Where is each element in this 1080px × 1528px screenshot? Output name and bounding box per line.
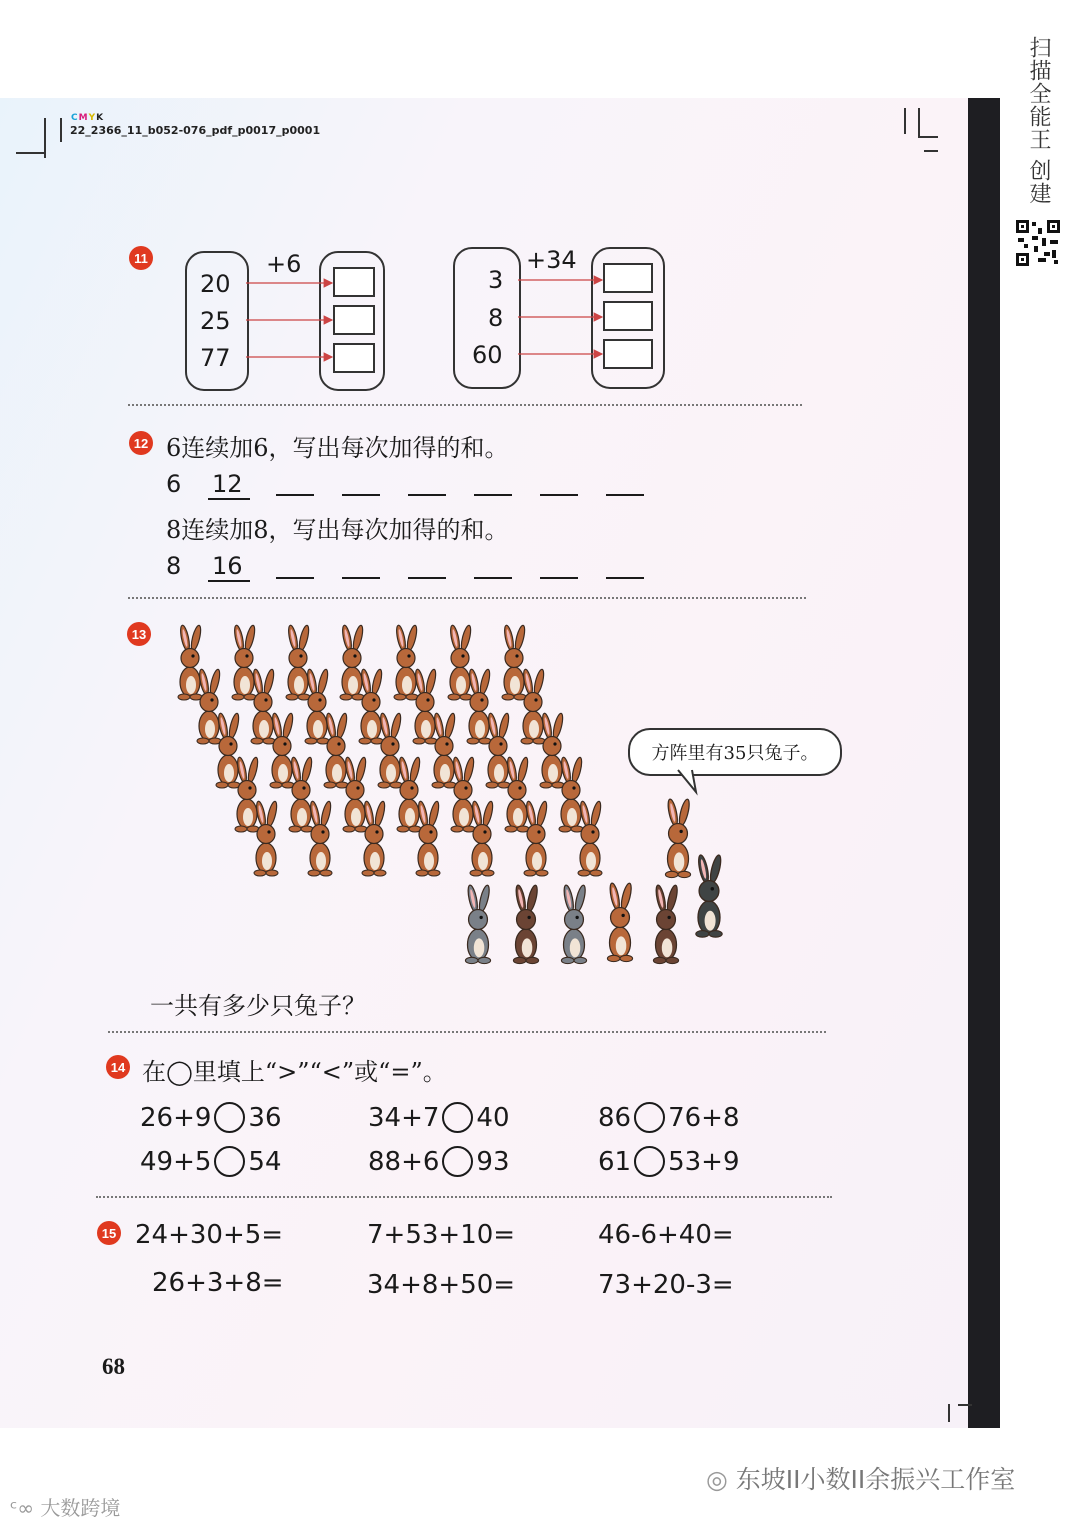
- rabbit-in-array: [451, 757, 476, 832]
- question-number-badge: 15: [97, 1221, 121, 1245]
- input-value: 3: [488, 266, 504, 294]
- rabbit-in-array: [197, 669, 222, 744]
- compare-circle[interactable]: [442, 1146, 473, 1177]
- question-number-badge: 14: [106, 1055, 130, 1079]
- rabbit-extra: [561, 884, 587, 963]
- arithmetic-item: 46-6+40=: [598, 1220, 734, 1250]
- comparison-item: 86 76+8: [598, 1102, 740, 1133]
- rabbit-in-array: [448, 625, 473, 700]
- input-value: 77: [200, 344, 231, 372]
- rabbit-in-array: [270, 713, 295, 788]
- question-number-badge: 13: [127, 622, 151, 646]
- scanner-label: 扫描全能王 创建: [1026, 36, 1051, 205]
- rabbit-extra: [513, 884, 539, 963]
- compare-circle[interactable]: [634, 1146, 665, 1177]
- speech-bubble: [628, 728, 842, 776]
- cmyk-marker: CMYK: [71, 113, 105, 123]
- comparison-item: 34+7 40: [368, 1102, 510, 1133]
- rabbit-in-array: [397, 757, 422, 832]
- rabbit-in-array: [378, 713, 403, 788]
- rabbit-in-array: [251, 669, 276, 744]
- page-number: 68: [102, 1354, 125, 1379]
- bubble-text: 方阵里有35只兔子。: [651, 743, 819, 764]
- operator-label: +6: [266, 250, 302, 278]
- compare-circle[interactable]: [214, 1102, 245, 1133]
- rabbit-in-array: [340, 625, 365, 700]
- rabbit-extra: [653, 884, 679, 963]
- arithmetic-item: 34+8+50=: [367, 1270, 516, 1300]
- rabbit-in-array: [286, 625, 311, 700]
- rabbit-in-array: [467, 669, 492, 744]
- speech-bubble-tail: [676, 768, 700, 796]
- question-text: 6连续加6，写出每次加得的和。: [166, 434, 509, 462]
- brand-logo-icon: ᶜ∞: [10, 1496, 35, 1520]
- comparison-item: 26+9 36: [140, 1102, 282, 1133]
- rabbit-in-array: [416, 801, 441, 876]
- crop-mark: [958, 1404, 972, 1406]
- input-value: 60: [472, 341, 503, 369]
- rabbit-in-array: [559, 757, 584, 832]
- print-code: 22_2366_11_b052-076_pdf_p0017_p0001: [70, 124, 321, 137]
- rabbit-in-array: [343, 757, 368, 832]
- rabbit-extra: [465, 884, 491, 963]
- rabbit-in-array: [178, 625, 203, 700]
- question-text: 一共有多少只兔子？: [150, 992, 366, 1020]
- wechat-icon: ◎: [706, 1465, 728, 1494]
- rabbit-in-array: [235, 757, 260, 832]
- compare-circle[interactable]: [634, 1102, 665, 1133]
- crop-mark: [948, 1404, 950, 1422]
- sequence-start: 8: [166, 552, 182, 580]
- rabbit-in-array: [394, 625, 419, 700]
- operator-label: +34: [526, 246, 577, 274]
- rabbit-in-array: [470, 801, 495, 876]
- comparison-item: 88+6 93: [368, 1146, 510, 1177]
- section-divider: [96, 1196, 832, 1198]
- rabbit-in-array: [432, 713, 457, 788]
- question-number-badge: 12: [129, 431, 153, 455]
- input-value: 25: [200, 307, 231, 335]
- question-text: 8连续加8，写出每次加得的和。: [166, 516, 509, 544]
- rabbit-in-array: [324, 713, 349, 788]
- rabbit-in-array: [289, 757, 314, 832]
- watermark-brand: ᶜ∞ 大数跨境: [10, 1496, 121, 1520]
- sequence-term: 16: [212, 552, 243, 580]
- sequence-start: 6: [166, 470, 182, 498]
- arithmetic-item: 7+53+10=: [367, 1220, 516, 1250]
- compare-circle[interactable]: [214, 1146, 245, 1177]
- rabbit-in-array: [216, 713, 241, 788]
- sequence-term: 12: [212, 470, 243, 498]
- arithmetic-item: 26+3+8=: [152, 1268, 284, 1298]
- rabbit-in-array: [305, 669, 330, 744]
- rabbit-in-array: [486, 713, 511, 788]
- rabbit-in-array: [359, 669, 384, 744]
- arithmetic-item: 73+20-3=: [598, 1270, 734, 1300]
- rabbit-in-array: [524, 801, 549, 876]
- rabbit-in-array: [505, 757, 530, 832]
- comparison-item: 61 53+9: [598, 1146, 740, 1177]
- input-value: 8: [488, 304, 504, 332]
- rabbit-speaker: [665, 798, 691, 877]
- comparison-item: 49+5 54: [140, 1146, 282, 1177]
- rabbit-in-array: [413, 669, 438, 744]
- section-divider: [108, 1031, 826, 1033]
- rabbit-in-array: [232, 625, 257, 700]
- rabbit-in-array: [308, 801, 333, 876]
- rabbit-in-array: [540, 713, 565, 788]
- watermark-studio: ◎ 东坡II小数II余振兴工作室: [706, 1465, 1016, 1494]
- rabbit-extra: [607, 882, 633, 961]
- rabbit-in-array: [502, 625, 527, 700]
- rabbit-extra: [696, 854, 723, 937]
- rabbit-in-array: [254, 801, 279, 876]
- input-value: 20: [200, 270, 231, 298]
- arithmetic-item: 24+30+5=: [135, 1220, 284, 1250]
- question-text: 在◯里填上“>”“<”或“=”。: [142, 1058, 447, 1086]
- compare-circle[interactable]: [442, 1102, 473, 1133]
- rabbit-in-array: [362, 801, 387, 876]
- rabbit-in-array: [578, 801, 603, 876]
- question-number-badge: 11: [129, 246, 153, 270]
- rabbit-in-array: [521, 669, 546, 744]
